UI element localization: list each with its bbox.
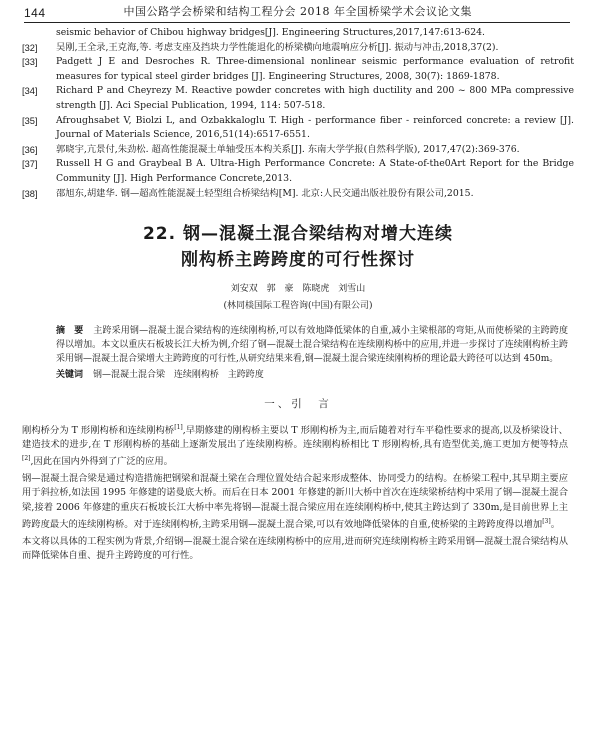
- reference-text: 邵旭东,胡建华. 钢—超高性能混凝土轻型组合桥梁结构[M]. 北京:人民交通出版社股份有限公司,2015.: [56, 187, 474, 199]
- citation: [1]: [174, 423, 183, 431]
- citation: [2]: [22, 455, 31, 463]
- reference-text: Russell H G and Graybeal B A. Ultra-High Performance Concrete: A State-of-the0Art Report for the Bridge Community [J]. High Performance Concrete,2013.: [56, 158, 574, 184]
- paragraph-text: ,因此在国内外得到了广泛的应用。: [30, 456, 173, 468]
- reference-number: [32]: [22, 42, 38, 53]
- paragraph-text: ,早期修建的刚构桥主要以 T 形刚构桥为主,而后随着对行车平稳性要求的提高,以及桥梁设计、建造技术的进步,在 T 形刚构桥的基础上逐渐发展出了连续刚构桥。连续刚构桥相比 T 形刚构桥,具有造型优美,施工更加方便等特点: [22, 424, 568, 451]
- reference-list: [22, 26, 574, 201]
- abstract: [56, 325, 568, 366]
- paragraph-1: [22, 421, 568, 470]
- journal-title: 中国公路学会桥梁和结构工程分会 2018 年全国桥梁学术会议论文集: [123, 5, 473, 18]
- reference-item: [22, 55, 574, 84]
- paragraph-text: 刚构桥分为 T 形刚构桥和连续刚构桥: [22, 424, 175, 436]
- keywords: [56, 369, 568, 382]
- reference-number: [34]: [22, 86, 38, 97]
- reference-number: [36]: [22, 144, 38, 155]
- section-heading: 一、引 言: [264, 397, 332, 410]
- abstract-text: 主跨采用钢—混凝土混合梁结构的连续刚构桥,可以有效地降低梁体的自重,减小主梁根部的弯矩,从而使桥梁的主跨跨度得以增加。本文以重庆石板坡长江大桥为例,介绍了钢—混凝土混合梁结构在连续刚构桥中的应用,并进一步探讨了连续刚构桥主跨采用钢—混凝土混合梁增大主跨跨度的可行性,从研究结果来看,钢—混凝土混合梁连续刚构桥的理论最大跨径可以达到 450m。: [56, 326, 568, 364]
- reference-item: [22, 84, 574, 113]
- reference-number: [38]: [22, 188, 38, 199]
- paper-title-line-1: 22. 钢—混凝土混合梁结构对增大连续: [142, 224, 454, 245]
- reference-text: Padgett J E and Desroches R. Three-dimensional nonlinear seismic performance evaluation of retrofit measures for typical steel girder bridges [J]. Engineering Structures, 2008, 30(7): 1869-1878.: [56, 56, 574, 82]
- reference-text: seismic behavior of Chibou highway bridges[J]. Engineering Structures,2017,147:613-624.: [56, 27, 485, 38]
- reference-item: [22, 143, 574, 158]
- paper-affiliation: (林同棪国际工程咨询(中国)有限公司): [223, 301, 373, 312]
- keywords-text: 钢—混凝土混合梁 连续刚构桥 主跨跨度: [93, 369, 264, 380]
- paper-title-line-2: 刚构桥主跨跨度的可行性探讨: [181, 250, 415, 271]
- paragraph-text: 钢—混凝土混合梁是通过构造措施把钢梁和混凝土梁在合理位置处结合起来形成整体、协同受力的结构。在桥梁工程中,其早期主要应用于斜拉桥,如法国 1995 年修建的诺曼底大桥。而后在日本 2001 年修建的新川大桥中首次在连续梁桥结构中采用了钢—混凝土混合梁,接着 2006 年修建的重庆石板坡长江大桥中率先将钢—混凝土混合梁应用在连续刚构桥中,使其主跨达到了 330m,是目前世界上主跨跨度最大的连续刚构桥。对于连续刚构桥,主跨采用钢—混凝土混合梁,可以有效地降低梁体的自重,使桥梁的主跨跨度得以增加: [22, 472, 568, 531]
- reference-number: [33]: [22, 57, 38, 68]
- paragraph-text: 。: [550, 519, 561, 531]
- page-number: 144: [24, 6, 46, 20]
- reference-number: [35]: [22, 115, 38, 126]
- body-text: [22, 421, 568, 564]
- reference-item: [22, 157, 574, 186]
- reference-item: [22, 114, 574, 143]
- keywords-label: 关键词: [56, 369, 84, 380]
- paper-authors: 刘安双 郭 豪 陈晓虎 刘雪山: [230, 284, 366, 295]
- reference-text: Afroughsabet V, Biolzi L, and Ozbakkaloglu T. High - performance fiber - reinforced concrete: a review [J]. Journal of Materials Science, 2016,51(14):6517-6551.: [56, 114, 574, 141]
- paragraph-3: 本文将以具体的工程实例为背景,介绍钢—混凝土混合梁在连续刚构桥中的应用,进而研究连续刚构桥主跨采用钢—混凝土混合梁结构从而降低梁体自重、提升主跨跨度的可行性。: [22, 535, 568, 562]
- reference-number: [37]: [22, 159, 38, 170]
- reference-text: 吴刚,王全录,王克海,等. 考虑支座及挡块力学性能退化的桥梁横向地震响应分析[J]. 振动与冲击,2018,37(2).: [56, 41, 499, 53]
- reference-text: 郭晓宇,亢景付,朱劲松. 超高性能混凝土单轴受压本构关系[J]. 东南大学学报(自然科学版), 2017,47(2):369-376.: [56, 143, 520, 155]
- paragraph-2: [22, 472, 568, 533]
- running-header: [24, 0, 570, 23]
- paper-title: [22, 221, 574, 273]
- reference-item: [22, 26, 574, 41]
- reference-item: [22, 187, 574, 202]
- reference-text: Richard P and Cheyrezy M. Reactive powder concretes with high ductility and 200 ~ 800 MPa compressive strength [J]. Aci Special Publication, 1994, 114: 507-518.: [56, 85, 574, 111]
- abstract-label: 摘 要: [56, 326, 84, 337]
- citation: [3]: [542, 518, 551, 526]
- reference-item: [22, 41, 574, 56]
